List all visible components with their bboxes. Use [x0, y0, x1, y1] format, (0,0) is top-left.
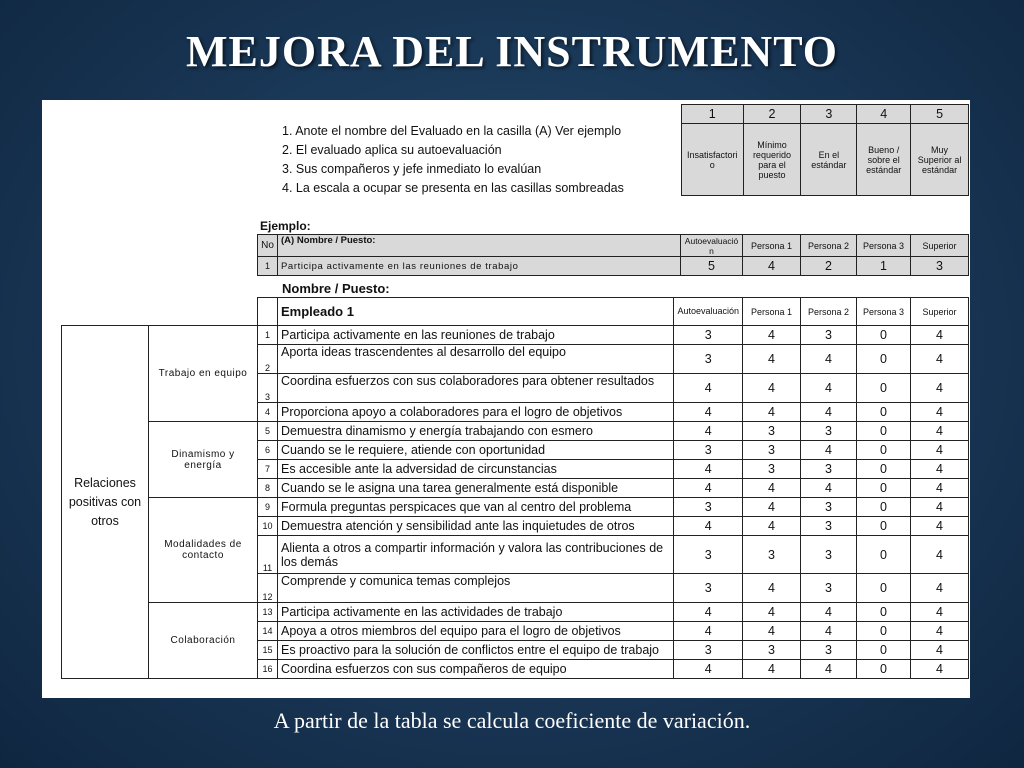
row-description: Apoya a otros miembros del equipo para el logro de objetivos — [278, 622, 674, 641]
row-description: Es accesible ante la adversidad de circunstancias — [278, 460, 674, 479]
example-value: 1 — [857, 257, 911, 276]
row-value: 0 — [857, 660, 911, 679]
row-value: 3 — [801, 326, 857, 345]
row-value: 4 — [801, 479, 857, 498]
row-description: Demuestra atención y sensibilidad ante las inquietudes de otros — [278, 517, 674, 536]
row-value: 3 — [743, 641, 801, 660]
row-value: 4 — [674, 603, 743, 622]
row-value: 4 — [911, 517, 969, 536]
row-value: 4 — [674, 460, 743, 479]
row-value: 4 — [674, 374, 743, 403]
row-value: 4 — [911, 422, 969, 441]
evaluation-sheet — [42, 100, 970, 698]
row-value: 4 — [801, 403, 857, 422]
row-description: Demuestra dinamismo y energía trabajando con esmero — [278, 422, 674, 441]
row-value: 4 — [911, 441, 969, 460]
scale-number: 1 — [682, 105, 744, 124]
row-value: 4 — [911, 660, 969, 679]
row-value: 4 — [801, 345, 857, 374]
example-header-no: No — [258, 235, 278, 257]
row-number: 5 — [258, 422, 278, 441]
row-number: 1 — [258, 326, 278, 345]
row-number: 11 — [258, 536, 278, 574]
row-description: Participa activamente en las actividades de trabajo — [278, 603, 674, 622]
row-value: 4 — [911, 603, 969, 622]
row-number: 9 — [258, 498, 278, 517]
example-value: 3 — [911, 257, 969, 276]
scale-label: Mínimo requerido para el puesto — [743, 124, 801, 196]
row-description: Coordina esfuerzos con sus compañeros de equipo — [278, 660, 674, 679]
row-value: 4 — [911, 479, 969, 498]
category-label: Trabajo en equipo — [149, 326, 258, 422]
instruction-2: 2. El evaluado aplica su autoevaluación — [282, 143, 502, 157]
example-header-sup: Superior — [911, 235, 969, 257]
table-row — [62, 326, 969, 345]
row-value: 3 — [674, 536, 743, 574]
row-value: 3 — [801, 574, 857, 603]
row-value: 4 — [743, 574, 801, 603]
row-value: 4 — [911, 374, 969, 403]
table-row — [62, 422, 969, 441]
row-value: 4 — [743, 660, 801, 679]
row-value: 3 — [674, 574, 743, 603]
row-value: 3 — [743, 422, 801, 441]
row-number: 10 — [258, 517, 278, 536]
category-label: Modalidades de contacto — [149, 498, 258, 603]
row-value: 4 — [743, 479, 801, 498]
row-value: 3 — [743, 441, 801, 460]
row-value: 4 — [911, 345, 969, 374]
row-value: 4 — [911, 326, 969, 345]
row-value: 3 — [674, 326, 743, 345]
row-value: 4 — [911, 536, 969, 574]
instruction-4: 4. La escala a ocupar se presenta en las casillas sombreadas — [282, 181, 624, 195]
row-value: 3 — [674, 345, 743, 374]
row-value: 3 — [801, 517, 857, 536]
table-row — [62, 603, 969, 622]
row-value: 3 — [674, 641, 743, 660]
row-description: Formula preguntas perspicaces que van al centro del problema — [278, 498, 674, 517]
header-p3: Persona 3 — [857, 298, 911, 326]
row-number: 6 — [258, 441, 278, 460]
row-value: 0 — [857, 345, 911, 374]
row-value: 0 — [857, 441, 911, 460]
row-description: Aporta ideas trascendentes al desarrollo del equipo — [278, 345, 674, 374]
instructions — [282, 122, 624, 198]
row-description: Cuando se le requiere, atiende con oportunidad — [278, 441, 674, 460]
scale-number: 3 — [801, 105, 857, 124]
row-value: 4 — [674, 479, 743, 498]
header-p2: Persona 2 — [801, 298, 857, 326]
row-description: Comprende y comunica temas complejos — [278, 574, 674, 603]
row-number: 3 — [258, 374, 278, 403]
row-value: 4 — [743, 345, 801, 374]
header-sup: Superior — [911, 298, 969, 326]
row-number: 16 — [258, 660, 278, 679]
row-description: Cuando se le asigna una tarea generalmente está disponible — [278, 479, 674, 498]
row-value: 0 — [857, 517, 911, 536]
row-value: 4 — [743, 374, 801, 403]
row-value: 4 — [743, 603, 801, 622]
row-description: Alienta a otros a compartir información y valora las contribuciones de los demás — [278, 536, 674, 574]
row-value: 3 — [743, 536, 801, 574]
row-number: 7 — [258, 460, 278, 479]
row-value: 4 — [911, 641, 969, 660]
row-value: 4 — [801, 660, 857, 679]
row-value: 4 — [801, 441, 857, 460]
row-number: 12 — [258, 574, 278, 603]
example-header-p1: Persona 1 — [743, 235, 801, 257]
example-header-p2: Persona 2 — [801, 235, 857, 257]
row-value: 4 — [743, 517, 801, 536]
row-number: 15 — [258, 641, 278, 660]
row-value: 0 — [857, 479, 911, 498]
row-value: 0 — [857, 622, 911, 641]
row-number: 8 — [258, 479, 278, 498]
instruction-1: 1. Anote el nombre del Evaluado en la casilla (A) Ver ejemplo — [282, 124, 622, 138]
scale-number: 4 — [857, 105, 911, 124]
group-label: Relaciones positivas con otros — [62, 326, 149, 679]
evaluation-table — [61, 297, 969, 679]
row-value: 4 — [911, 460, 969, 479]
row-number: 13 — [258, 603, 278, 622]
scale-label: Muy Superior al estándar — [911, 124, 969, 196]
row-value: 0 — [857, 326, 911, 345]
row-value: 0 — [857, 498, 911, 517]
row-value: 3 — [801, 422, 857, 441]
scale-label: Insatisfactorio — [682, 124, 744, 196]
category-label: Dinamismo y energía — [149, 422, 258, 498]
example-header-auto: Autoevaluación — [681, 235, 743, 257]
row-value: 4 — [801, 374, 857, 403]
row-value: 3 — [674, 498, 743, 517]
row-value: 3 — [801, 460, 857, 479]
row-value: 4 — [911, 622, 969, 641]
row-value: 0 — [857, 374, 911, 403]
row-value: 4 — [743, 403, 801, 422]
row-value: 4 — [743, 498, 801, 517]
slide-title: MEJORA DEL INSTRUMENTO — [186, 27, 838, 76]
row-number: 4 — [258, 403, 278, 422]
row-value: 4 — [911, 403, 969, 422]
row-value: 4 — [743, 326, 801, 345]
example-row-text: Participa activamente en las reuniones de trabajo — [278, 257, 681, 276]
scale-label: En el estándar — [801, 124, 857, 196]
scale-number: 2 — [743, 105, 801, 124]
row-description: Es proactivo para la solución de conflictos entre el equipo de trabajo — [278, 641, 674, 660]
example-value: 5 — [681, 257, 743, 276]
row-number: 14 — [258, 622, 278, 641]
row-value: 4 — [801, 622, 857, 641]
row-value: 3 — [801, 536, 857, 574]
row-value: 0 — [857, 422, 911, 441]
row-value: 4 — [801, 603, 857, 622]
row-value: 3 — [801, 498, 857, 517]
category-label: Colaboración — [149, 603, 258, 679]
table-row — [62, 498, 969, 517]
row-value: 4 — [674, 403, 743, 422]
row-value: 0 — [857, 460, 911, 479]
row-value: 4 — [674, 622, 743, 641]
scale-number: 5 — [911, 105, 969, 124]
row-value: 4 — [674, 517, 743, 536]
row-value: 0 — [857, 641, 911, 660]
header-p1: Persona 1 — [743, 298, 801, 326]
row-description: Coordina esfuerzos con sus colaboradores para obtener resultados — [278, 374, 674, 403]
row-value: 4 — [911, 498, 969, 517]
slide-caption: A partir de la tabla se calcula coeficiente de variación. — [273, 708, 751, 733]
header-auto: Autoevaluación — [674, 298, 743, 326]
scale-table — [681, 104, 969, 196]
row-value: 0 — [857, 403, 911, 422]
name-label: Nombre / Puesto: — [282, 281, 390, 296]
example-header-name: (A) Nombre / Puesto: — [278, 235, 681, 257]
row-value: 0 — [857, 603, 911, 622]
row-number: 2 — [258, 345, 278, 374]
example-row-no: 1 — [258, 257, 278, 276]
example-header-p3: Persona 3 — [857, 235, 911, 257]
row-value: 3 — [801, 641, 857, 660]
example-value: 4 — [743, 257, 801, 276]
example-label: Ejemplo: — [260, 219, 311, 233]
row-description: Proporciona apoyo a colaboradores para el logro de objetivos — [278, 403, 674, 422]
row-value: 3 — [743, 460, 801, 479]
row-value: 4 — [674, 422, 743, 441]
row-description: Participa activamente en las reuniones de trabajo — [278, 326, 674, 345]
row-value: 0 — [857, 536, 911, 574]
row-value: 4 — [743, 622, 801, 641]
row-value: 4 — [674, 660, 743, 679]
row-value: 3 — [674, 441, 743, 460]
row-value: 0 — [857, 574, 911, 603]
example-table — [257, 234, 969, 276]
example-value: 2 — [801, 257, 857, 276]
employee-name: Empleado 1 — [278, 298, 674, 326]
row-value: 4 — [911, 574, 969, 603]
scale-label: Bueno / sobre el estándar — [857, 124, 911, 196]
instruction-3: 3. Sus compañeros y jefe inmediato lo evalúan — [282, 162, 542, 176]
